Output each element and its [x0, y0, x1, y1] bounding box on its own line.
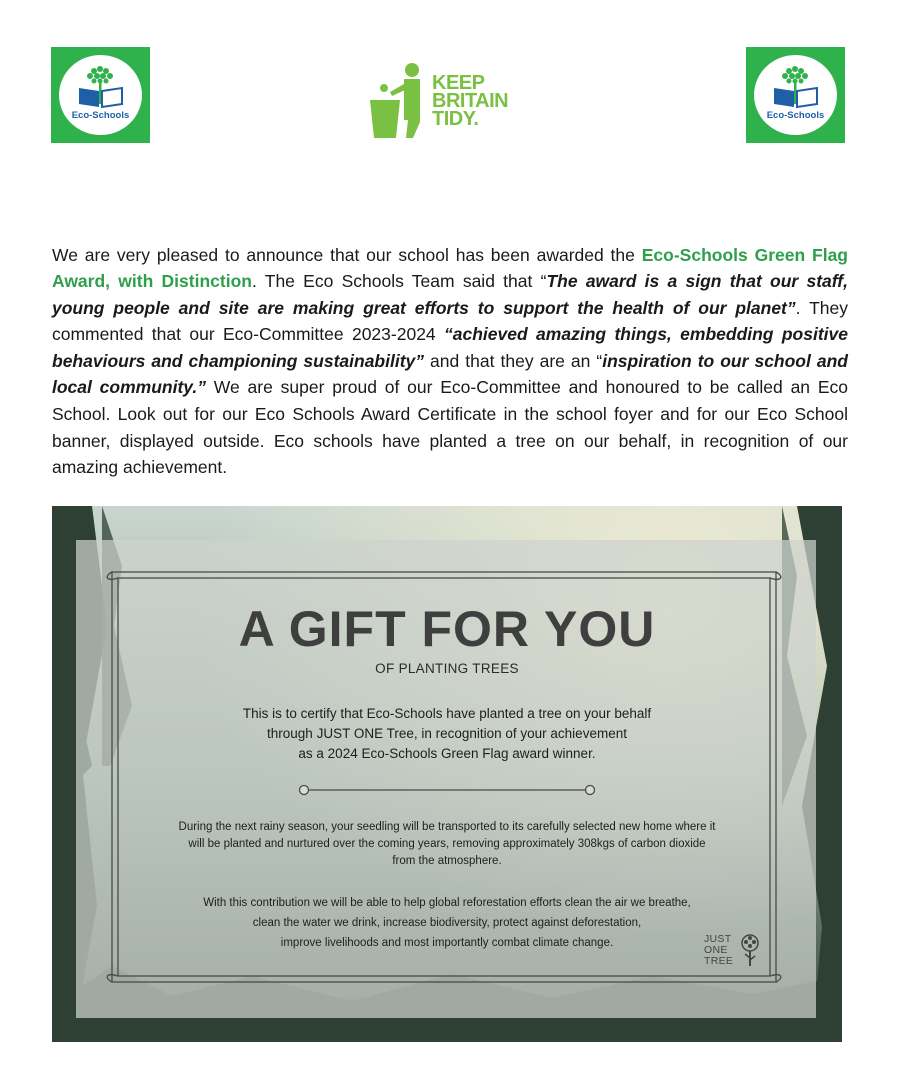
announcement-text-5: We are super proud of our Eco-Committee and honoured to be called an Eco School. Look out for our Eco Schools Award Certificate in the school foyer and for our Eco School banner, displayed outside. Eco schools have planted a tree on our behalf, in recognition of our amazing achievement.	[52, 377, 848, 478]
contribution-line: clean the water we drink, increase biodiversity, protect against deforestation,	[252, 917, 642, 929]
kbt-line-keep: KEEP	[432, 72, 485, 94]
announcement-text-2: . The Eco Schools Team said that “	[251, 271, 547, 292]
contribution-line: With this contribution we will be able to help global reforestation efforts clean the air we breathe,	[203, 897, 691, 909]
tree-icon	[738, 934, 762, 968]
jot-line: TREE	[704, 955, 734, 967]
announcement-text-3: . They commented that our Eco-Committee 2023-2024	[52, 297, 848, 345]
eco-schools-emblem	[754, 55, 837, 135]
seedling-paragraph	[52, 819, 842, 870]
kbt-line-britain: BRITAIN	[432, 90, 509, 112]
committee-quote: “achieved amazing things, embedding positive behaviours and championing sustainability”	[52, 324, 848, 371]
just-one-tree-wordmark	[704, 934, 733, 967]
tidy-man-icon	[368, 62, 432, 142]
announcement-text-1: We are very pleased to announce that our school has been awarded the	[52, 244, 642, 265]
tree-book-icon	[754, 55, 837, 135]
award-quote: The award is a sign that our staff, young people and site are making great efforts to support the health of our planet”	[52, 271, 848, 318]
announcement-paragraph	[52, 242, 848, 481]
keep-britain-tidy-wordmark	[432, 74, 508, 128]
just-one-tree-logo	[704, 934, 768, 984]
seedling-line: During the next rainy season, your seedling will be transported to its carefully selected new home where it	[178, 821, 716, 833]
announcement-text-4: and that they are an “	[424, 350, 603, 371]
jot-line: JUST	[704, 933, 732, 945]
certify-line: as a 2024 Eco-Schools Green Flag award winner.	[298, 746, 596, 761]
certify-line: through JUST ONE Tree, in recognition of your achievement	[267, 726, 627, 741]
inspiration-quote: inspiration to our school and local community.”	[52, 350, 848, 398]
seedling-line: from the atmosphere.	[392, 855, 502, 867]
kbt-line-tidy: TIDY.	[432, 108, 479, 130]
seedling-line: will be planted and nurtured over the coming years, removing approximately 308kgs of carbon dioxide	[188, 838, 706, 850]
contribution-line: improve livelihoods and most importantly combat climate change.	[280, 937, 614, 949]
tree-book-icon	[59, 55, 142, 135]
eco-schools-logo-left	[51, 47, 150, 143]
eco-schools-label: Eco-Schools	[71, 110, 130, 121]
eco-schools-logo-right	[746, 47, 845, 143]
certificate-subtitle: OF PLANTING TREES	[375, 661, 519, 676]
certify-line: This is to certify that Eco-Schools have planted a tree on your behalf	[242, 706, 652, 721]
eco-schools-emblem	[59, 55, 142, 135]
certificate-statement	[52, 704, 842, 764]
gift-certificate	[52, 506, 842, 1042]
award-name: Eco-Schools Green Flag Award, with Distinction	[52, 244, 848, 292]
jot-line: ONE	[704, 944, 728, 956]
certificate-title: A GIFT FOR YOU	[238, 601, 656, 657]
eco-schools-label: Eco-Schools	[766, 110, 825, 121]
keep-britain-tidy-logo	[368, 62, 543, 142]
